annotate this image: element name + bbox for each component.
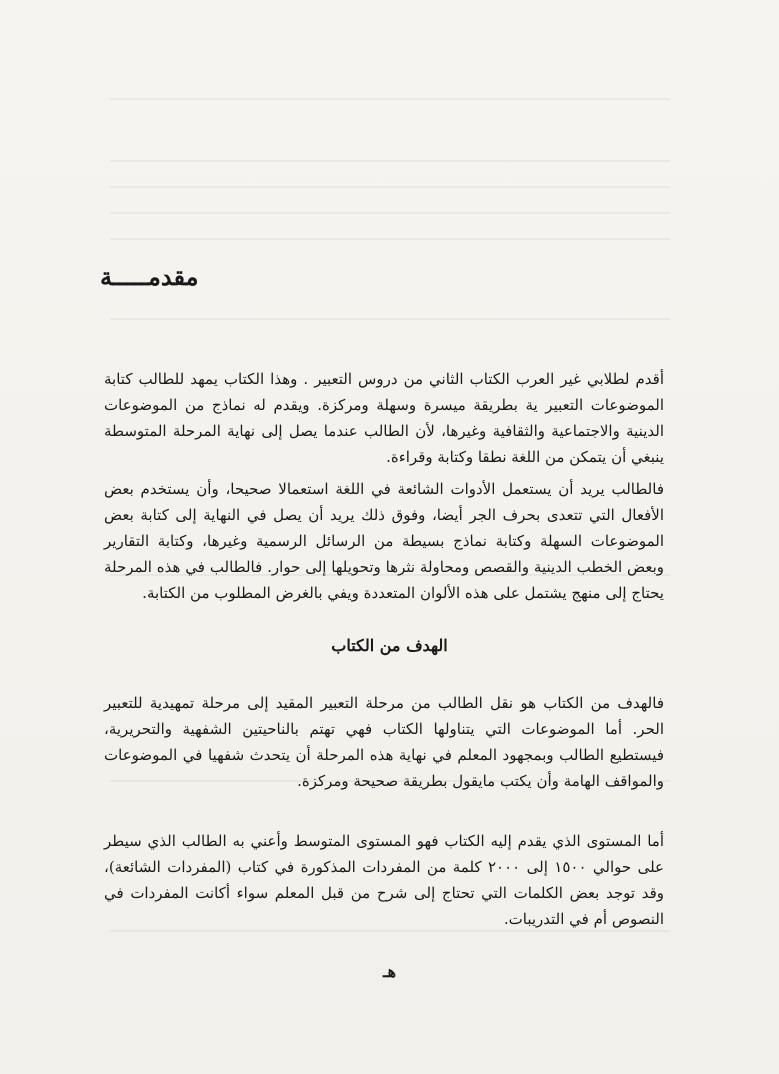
goal-paragraph-2: أما المستوى الذي يقدم إليه الكتاب فهو المستوى المتوسط وأعني به الطالب الذي سيطر على حوالي ١٥٠٠ إلى ٢٠٠٠ كلمة من المفردات المذكورة في كتاب (المفردات الشائعة)، وقد توجد بعض الكلمات التي تحتاج إلى شرح من قبل المعلم سواء أكانت المفردات في النصوص أم في التدريبات.	[104, 832, 665, 928]
bleed-through-line	[110, 160, 670, 162]
goal-paragraph-1: فالهدف من الكتاب هو نقل الطالب من مرحلة التعبير المقيد إلى مرحلة تمهيدية للتعبير الحر. أما الموضوعات التي يتناولها الكتاب فهي تهتم بالناحيتين الشفهية والتحريرية، فيستطيع الطالب وبمجهود المعلم في نهاية هذه المرحلة أن يتحدث شفهيا في الموضوعات والمواقف الهامة وأن يكتب مايقول بطريقة صحيحة ومركزة.	[104, 694, 664, 790]
bleed-through-line	[110, 212, 670, 214]
bleed-through-line	[110, 98, 670, 100]
intro-paragraph-2: فالطالب يريد أن يستعمل الأدوات الشائعة في اللغة استعمالا صحيحا، وأن يستخدم بعض الأفعال التي تتعدى بحرف الجر أيضا، وفوق ذلك يريد أن يصل في النهاية إلى كتابة بعض الموضوعات السهلة وكتابة نماذج بسيطة من الرسائل الرسمية وغيرها، وكتابة التقارير وبعض الخطب الدينية والقصص ومحاولة نثرها وتحويلها إلى حوار. فالطالب في هذه المرحلة يحتاج إلى منهج يشتمل على هذه الألوان المتعددة ويفي بالغرض المطلوب من الكتابة.	[104, 480, 664, 602]
page-number: هـ	[382, 962, 397, 981]
introduction-heading: مقدمـــــة	[100, 262, 199, 291]
book-goal-heading: الهدف من الكتاب	[331, 636, 448, 655]
bleed-through-line	[110, 186, 670, 188]
bleed-through-line	[110, 238, 670, 240]
intro-paragraph-1: أقدم لطلابي غير العرب الكتاب الثاني من دروس التعبير . وهذا الكتاب يمهد للطالب كتابة الموضوعات التعبير ية بطريقة ميسرة وسهلة ومركزة. ويقدم له نماذج من الموضوعات الدينية والاجتماعية والثقافية وغيرها، لأن الطالب عندما يصل إلى نهاية المرحلة المتوسطة ينبغي أن يتمكن من اللغة نطقا وكتابة وقراءة.	[104, 370, 664, 466]
bleed-through-line	[110, 318, 670, 320]
